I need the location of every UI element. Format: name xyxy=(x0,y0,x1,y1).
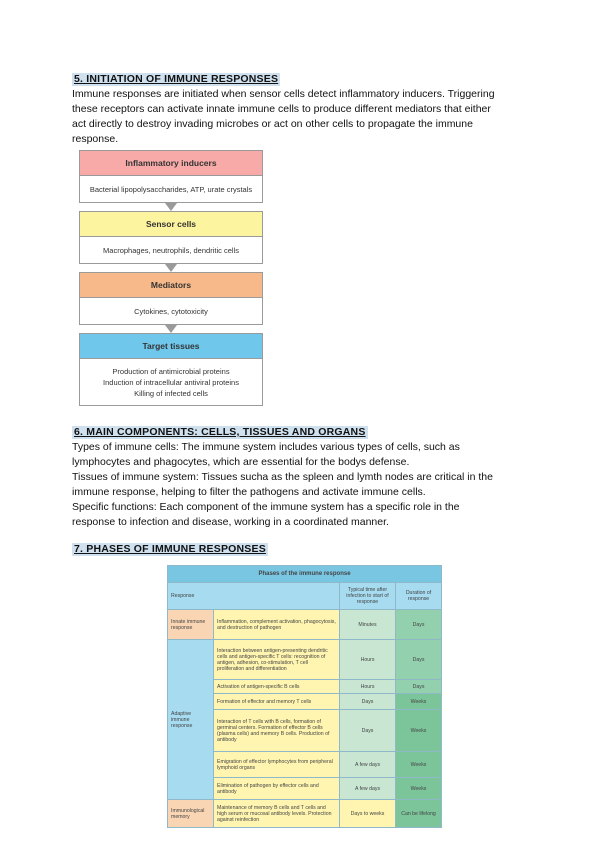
row-description: Interaction of T cells with B cells, formation of germinal centers. Formation of effector B cells (plasma cells) and memory B cells. Production of antibody xyxy=(214,710,340,752)
text-line: Types of immune cells: The immune system includes various types of cells, such as xyxy=(72,441,460,453)
table-header-duration: Duration of response xyxy=(396,583,442,610)
row-duration: Days xyxy=(396,640,442,680)
flow-step-body xyxy=(80,297,262,324)
row-description: Maintenance of memory B cells and T cells and high serum or mucosal antibody levels. Protection against reinfection xyxy=(214,800,340,828)
row-group-label: Immunological memory xyxy=(168,800,214,828)
row-time: Minutes xyxy=(340,610,396,640)
row-time: Hours xyxy=(340,680,396,694)
table-row xyxy=(168,610,442,640)
text-line: response. xyxy=(72,133,119,145)
section-6-heading: 6. MAIN COMPONENTS: CELLS, TISSUES AND ORGANS xyxy=(74,426,366,438)
row-time: Hours xyxy=(340,640,396,680)
flow-arrow-icon xyxy=(79,264,263,272)
table-row xyxy=(168,640,442,680)
text-line: these receptors can activate innate immune cells to produce different mediators that either xyxy=(72,103,491,115)
flow-step-body xyxy=(80,358,262,405)
flow-step-body xyxy=(80,175,262,202)
text-line: Tissues of immune system: Tissues sucha as the spleen and lymth nodes are critical in the xyxy=(72,471,493,483)
flow-step-sensor-cells xyxy=(79,211,263,264)
row-description: Inflammation, complement activation, phagocytosis, and destruction of pathogen xyxy=(214,610,340,640)
row-time: A few days xyxy=(340,778,396,800)
row-duration: Weeks xyxy=(396,694,442,710)
row-description: Interaction between antigen-presenting dendritic cells and antigen-specific T cells: recognition of antigen, adhesion, co-stimulation, T cell proliferation and differentiation xyxy=(214,640,340,680)
row-time: Days xyxy=(340,694,396,710)
table-title: Phases of the immune response xyxy=(168,566,442,583)
text-line: Immune responses are initiated when sensor cells detect inflammatory inducers. Triggering xyxy=(72,88,495,100)
immune-initiation-diagram xyxy=(79,150,263,406)
flow-step-line: Production of antimicrobial proteins xyxy=(112,366,230,376)
text-line: immune response, helping to filter the pathogens and activate immune cells. xyxy=(72,486,426,498)
table-header-response: Response xyxy=(168,583,340,610)
flow-step-title: Target tissues xyxy=(80,334,262,358)
section-5-heading: 5. INITIATION OF IMMUNE RESPONSES xyxy=(74,73,279,85)
flow-step-title: Mediators xyxy=(80,273,262,297)
row-group-label: Innate immune response xyxy=(168,610,214,640)
text-line: lymphocytes and phagocytes, which are essential for the bodys defense. xyxy=(72,456,410,468)
row-description: Activation of antigen-specific B cells xyxy=(214,680,340,694)
text-line: Specific functions: Each component of the immune system has a specific role in the xyxy=(72,501,460,513)
phases-table xyxy=(167,565,442,828)
flow-step-line: Cytokines, cytotoxicity xyxy=(134,306,208,316)
flow-step-title: Inflammatory inducers xyxy=(80,151,262,175)
flow-step-line: Bacterial lipopolysaccharides, ATP, urate crystals xyxy=(89,184,253,194)
row-time: Days to weeks xyxy=(340,800,396,828)
row-time: Days xyxy=(340,710,396,752)
row-duration: Weeks xyxy=(396,778,442,800)
flow-step-inflammatory-inducers xyxy=(79,150,263,203)
row-duration: Can be lifelong xyxy=(396,800,442,828)
flow-step-body xyxy=(80,236,262,263)
flow-arrow-icon xyxy=(79,325,263,333)
flow-arrow-icon xyxy=(79,203,263,211)
row-duration: Weeks xyxy=(396,752,442,778)
section-7-heading: 7. PHASES OF IMMUNE RESPONSES xyxy=(74,543,266,555)
section-6-paragraph xyxy=(72,440,532,530)
table-row xyxy=(168,800,442,828)
row-duration: Days xyxy=(396,610,442,640)
flow-step-line: Killing of infected cells xyxy=(134,388,208,398)
text-line: act directly to destroy invading microbes or act on other cells to propagate the immune xyxy=(72,118,473,130)
flow-step-line: Macrophages, neutrophils, dendritic cells xyxy=(103,245,239,255)
row-duration: Days xyxy=(396,680,442,694)
row-duration: Weeks xyxy=(396,710,442,752)
flow-step-line: Induction of intracellular antiviral proteins xyxy=(103,377,239,387)
flow-step-target-tissues xyxy=(79,333,263,406)
table-header-time: Typical time after infection to start of response xyxy=(340,583,396,610)
row-description: Emigration of effector lymphocytes from peripheral lymphoid organs xyxy=(214,752,340,778)
row-description: Elimination of pathogen by effector cells and antibody xyxy=(214,778,340,800)
row-group-label: Adaptive immune response xyxy=(168,640,214,800)
section-5-paragraph xyxy=(72,87,532,147)
text-line: response to infection and disease, working in a coordinated manner. xyxy=(72,516,389,528)
row-description: Formation of effector and memory T cells xyxy=(214,694,340,710)
flow-step-mediators xyxy=(79,272,263,325)
row-time: A few days xyxy=(340,752,396,778)
flow-step-title: Sensor cells xyxy=(80,212,262,236)
